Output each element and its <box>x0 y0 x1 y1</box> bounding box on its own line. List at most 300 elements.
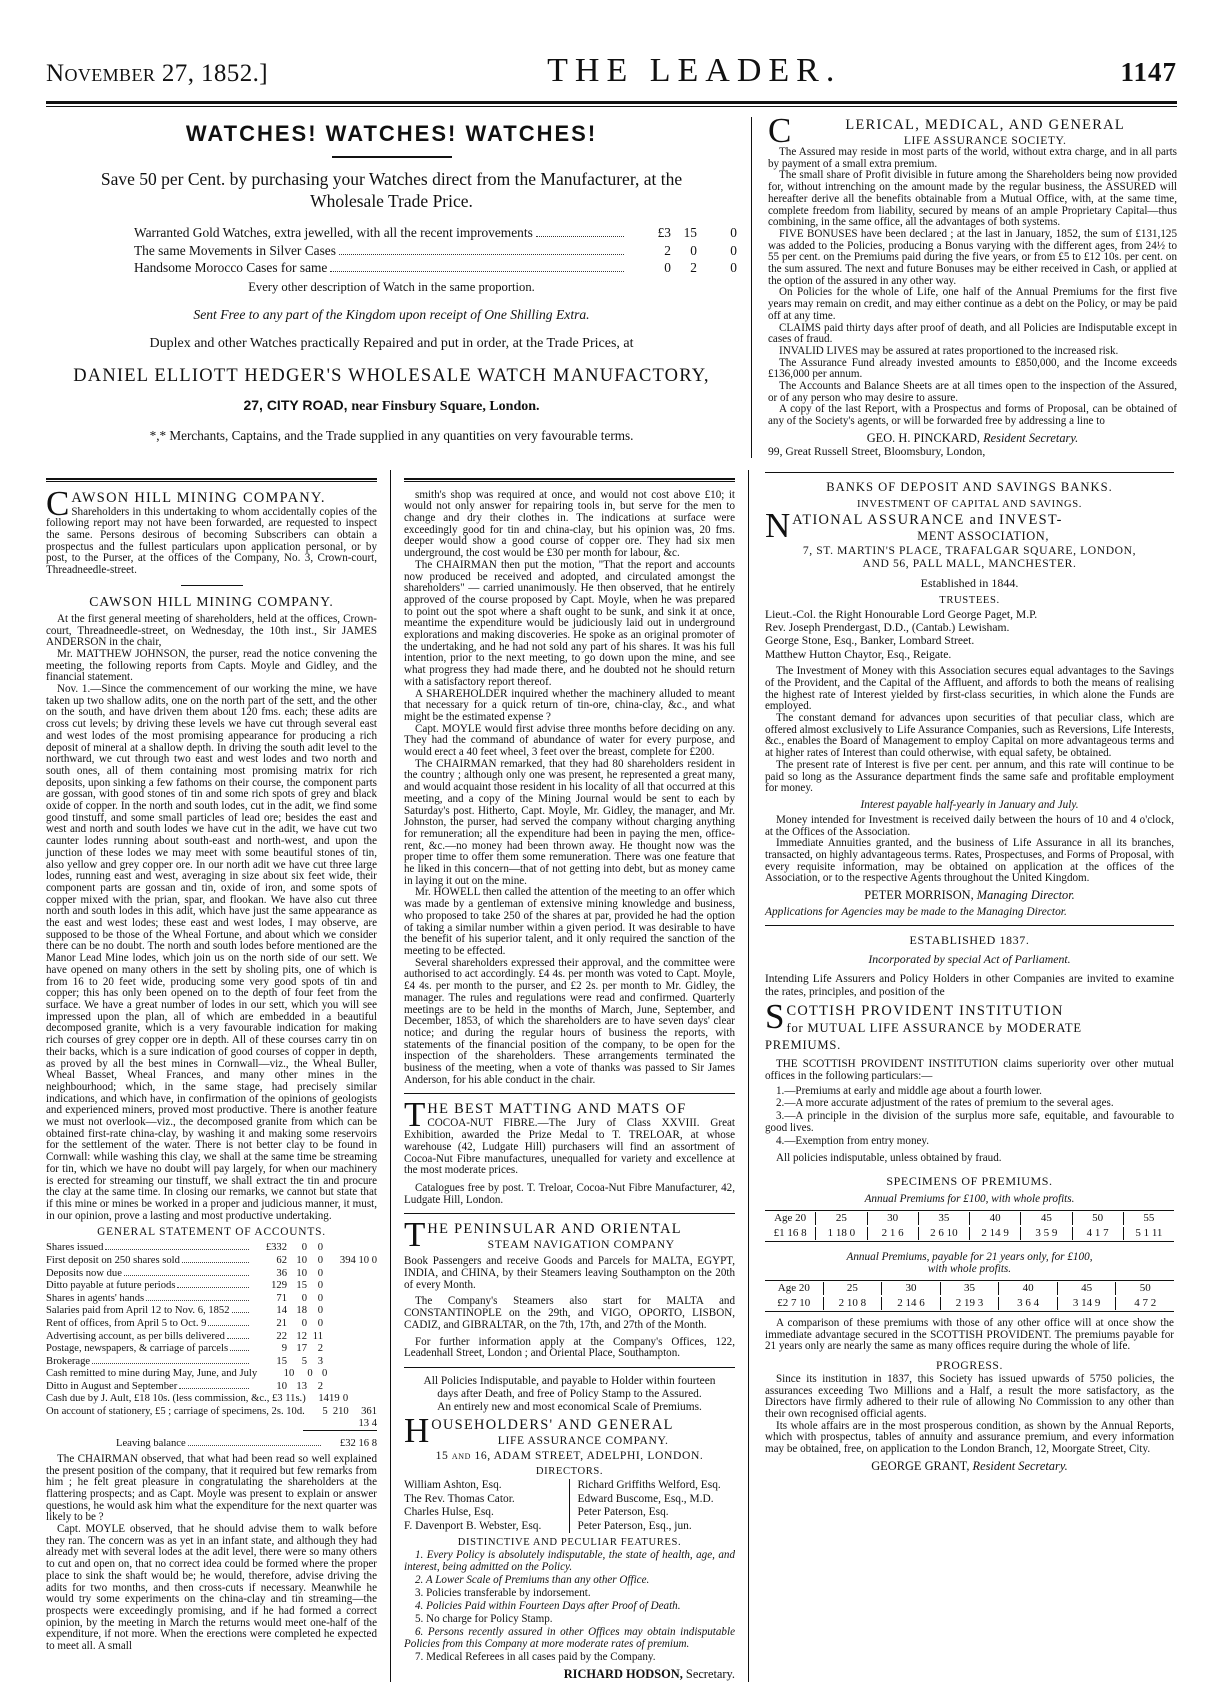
amount-shillings: 0 <box>301 1317 307 1329</box>
directors-column-left <box>404 1479 570 1533</box>
point-item: 3.—A principle in the division of the surplus more safe, equitable, and favourable to good lives. <box>765 1110 1174 1135</box>
director-name: Richard Griffiths Welford, Esq. <box>577 1478 721 1491</box>
scottish-established: ESTABLISHED 1837. <box>909 933 1030 948</box>
amount-pounds: £332 <box>265 1242 287 1254</box>
director-name: Edward Buscome, Esq., M.D. <box>577 1492 714 1505</box>
table-row-rates <box>765 1226 1174 1241</box>
features-label: DISTINCTIVE AND PECULIAR FEATURES. <box>457 1537 682 1549</box>
cawson-report-title: CAWSON HILL MINING COMPANY. <box>89 593 334 609</box>
masthead <box>0 0 1223 92</box>
column-one <box>46 470 391 1682</box>
trustees-label: TRUSTEES. <box>939 594 1000 606</box>
amount-pounds: 62 <box>276 1254 287 1266</box>
scottish-signature <box>765 1459 1174 1474</box>
amount-pence: 0 <box>342 1393 349 1405</box>
account-label: Salaries paid from April 12 to Nov. 6, 1852 <box>46 1305 230 1317</box>
watches-postage-note: Sent Free to any part of the Kingdom upon receipt of One Shilling Extra. <box>193 306 590 322</box>
rate-cell: 5 1 11 <box>1123 1227 1174 1240</box>
scottish-heading-line3: PREMIUMS. <box>765 1038 842 1053</box>
account-label: Brokerage <box>46 1355 91 1367</box>
householders-advert <box>404 1410 735 1450</box>
address-area: near Finsbury Square, London. <box>351 398 540 414</box>
account-label: Ditto payable at future periods <box>46 1280 176 1292</box>
feature-item: 5. No charge for Policy Stamp. <box>415 1612 553 1625</box>
paragraph: Immediate Annuities granted, and the business of Life Assurance in all its branches, transacted, on highly advantageous terms. Rates, Prospectuses, and Forms of Proposal, with every requisite information, may be obtained on application at the offices of the Association, or to the respective Agents throughout the United Kingdom. <box>765 837 1174 885</box>
address-street: 27, CITY ROAD, <box>243 396 348 413</box>
director-name: Peter Paterson, Esq. <box>577 1506 669 1519</box>
age-cell: Age 20 <box>777 1281 810 1294</box>
amount-shillings: 0 <box>307 1368 313 1380</box>
price-desc: Warranted Gold Watches, extra jewelled, with all the recent improvements <box>134 225 533 240</box>
amount-pence: 10 <box>338 1406 349 1418</box>
householders-signature <box>404 1667 735 1682</box>
banner-line: All Policies Indisputable, and payable to Holder within fourteen <box>423 1374 716 1387</box>
point-item: 2.—A more accurate adjustment of the rates of premium to the several ages. <box>776 1097 1114 1110</box>
age-cell: 50 <box>1115 1282 1174 1295</box>
drop-cap: S <box>765 997 785 1037</box>
table-row-ages <box>765 1281 1174 1296</box>
rate-cell: 2 14 6 <box>881 1297 940 1310</box>
balance-row <box>46 1437 377 1450</box>
watches-advert <box>46 117 752 458</box>
amount-pence: 2 <box>317 1380 323 1392</box>
paragraph: Its whole affairs are in the most prosperous condition, as shown by the Annual Reports, which with prospectus, tables of annuity and assurance premium, and every information may be obtained, free, on application to the London Branch, 12, Moorgate Street, City. <box>765 1419 1174 1456</box>
national-address-line2: AND 56, PALL MALL, MANCHESTER. <box>862 556 1077 570</box>
agency-note: Applications for Agencies may be made to the Managing Director. <box>765 906 1067 919</box>
account-label: On account of stationery, £5 ; carriage of specimens, 2s. 10d. <box>46 1406 305 1418</box>
features-list <box>404 1550 735 1663</box>
amount-pounds: 36 <box>276 1267 287 1279</box>
paragraph: The CHAIRMAN observed, that what had been read so well explained the present position of the company, that it required but few remarks from him ; he felt great pleasure in congratulating the shareholders at the flattering prospects; and as Capt. Moyle was present to explain or answer questions, he would ask him what the expenditure for the next quarter was likely to be ? <box>46 1452 377 1524</box>
rate-cell: 3 14 9 <box>1057 1297 1116 1310</box>
rate-cell: 2 19 3 <box>940 1297 999 1310</box>
signature-name: GEO. H. PINCKARD, <box>866 430 980 445</box>
amount-shillings: 13 <box>296 1380 307 1392</box>
table-row-ages <box>765 1211 1174 1226</box>
watches-manufactory-name: DANIEL ELLIOTT HEDGER'S WHOLESALE WATCH MANUFACTORY, <box>73 365 710 386</box>
paragraph: The Jury of Class XXVIII. Great Exhibition, awarded the Prize Medal to T. TRELOAR, at whose warehouse (42, Ludgate Hill) purchasers will find an assortment of Cocoa-Nut Fibre manufactures, unequalled for variety and excellence at the most moderate prices. <box>404 1117 735 1177</box>
scottish-heading-line2: for MUTUAL LIFE ASSURANCE by MODERATE <box>786 1021 1082 1036</box>
amount-shillings: 19 <box>329 1393 340 1405</box>
leader-dots <box>124 1267 249 1276</box>
amount-total: 361 13 4 <box>358 1406 377 1429</box>
directors-column-right <box>570 1479 736 1533</box>
paragraph: At the first general meeting of shareholders, held at the offices, Crown-court, Threadneedle-street, on Wednesday, the 10th inst., Sir JAMES ANDERSON in the chair, <box>46 612 377 649</box>
premium-table-1 <box>765 1210 1174 1242</box>
rate-cell: £1 16 8 <box>773 1226 807 1239</box>
scottish-intro: Intending Life Assurers and Policy Holders in other Companies are invited to examine the rates, principles, and position of the <box>765 973 1174 999</box>
price-desc: Handsome Morocco Cases for same <box>134 260 328 275</box>
age-cell: 35 <box>918 1212 969 1225</box>
table-row <box>46 1241 377 1254</box>
paragraph: The Assurance Fund already invested amounts to £850,000, and the Income exceeds £136,000 per annum. <box>768 356 1177 381</box>
paragraph: smith's shop was required at once, and would not cost above £10; it would not only answer for repairing tools in, but serve for the men to change and dry their clothes in. The indications at surface were exceedingly good for tin and china-clay, but his opinion was, 20 fms. deeper would show a good course of copper ore. They had six men underground, the cost would be £30 per month for labour, &c. <box>404 488 735 560</box>
balance-label: Leaving balance <box>116 1438 186 1450</box>
amount-pounds: 9 <box>281 1343 287 1355</box>
feature-item: 2. A Lower Scale of Premiums than any other Office. <box>415 1574 650 1587</box>
rate-cell: £2 7 10 <box>777 1296 811 1309</box>
paragraph: Shareholders in this undertaking to whom accidentally copies of the following report may not have been forwarded, are requested to inspect the same. Persons desirous of becoming Subscribers can obtain a prospectus and the fullest particulars upon application personal, or by post, to the Purser, at the offices of the Company, No. 3, Crown-court, Threadneedle-street. <box>46 505 377 577</box>
divider <box>46 478 377 482</box>
divider <box>404 1093 735 1094</box>
table-row <box>46 1330 377 1343</box>
paragraph: A copy of the last Report, with a Prospectus and forms of Proposal, can be obtained of any of the Society's agents, or will be forwarded free by addressing a line to <box>768 403 1177 428</box>
trustee-name: George Stone, Esq., Banker, Lombard Street. <box>765 634 975 648</box>
age-cell: 40 <box>969 1212 1020 1225</box>
scottish-incorporated: Incorporated by special Act of Parliament. <box>868 952 1071 967</box>
specimens-label: SPECIMENS OF PREMIUMS. <box>886 1173 1053 1188</box>
amount-pence: 0 <box>317 1305 323 1317</box>
point-item: 4.—Exemption from entry money. <box>776 1135 930 1148</box>
householders-heading: OUSEHOLDERS' AND GENERAL <box>431 1416 674 1433</box>
amount-pounds: 5 <box>322 1406 328 1418</box>
price-pounds: 2 <box>664 242 671 258</box>
paragraph: Mr. HOWELL then called the attention of the meeting to an offer which was made by a gentleman of extensive mining knowledge and business, who proposed to take 250 of the shares at par, provided he had the option of taking a similar number within a given period. It was desirable to have the benefit of his superior talent, and it only required the sanction of the meeting to be effected. <box>404 886 735 957</box>
table-row <box>46 1355 377 1368</box>
watches-address <box>46 397 737 415</box>
cawson-notice <box>46 483 377 577</box>
directors-label: DIRECTORS. <box>535 1465 604 1477</box>
premium-table-2 <box>765 1280 1174 1312</box>
accounts-table <box>46 1241 377 1450</box>
signature-title: Managing Director. <box>976 888 1075 903</box>
signature-name: RICHARD HODSON, <box>563 1666 683 1681</box>
watches-proportion-note: Every other description of Watch in the same proportion. <box>248 279 535 294</box>
price-row <box>46 224 737 242</box>
drop-cap: C <box>768 111 792 150</box>
amount-pence: 0 <box>317 1267 323 1279</box>
amount-pence: 3 <box>317 1355 323 1367</box>
leader-dots <box>188 1437 321 1446</box>
director-name: William Ashton, Esq. <box>404 1478 502 1491</box>
account-label: Rent of offices, from April 5 to Oct. 9 <box>46 1317 207 1329</box>
rate-cell: 1 18 0 <box>815 1227 866 1240</box>
householders-banner <box>404 1375 735 1414</box>
matting-heading: HE BEST MATTING AND MATS OF <box>427 1101 687 1118</box>
signature-name: GEORGE GRANT, <box>871 1458 970 1473</box>
age-cell: 45 <box>1020 1212 1071 1225</box>
amount-shillings: 0 <box>301 1242 307 1254</box>
table-row <box>46 1342 377 1355</box>
table-row <box>46 1317 377 1330</box>
clerical-heading-block <box>768 111 1177 150</box>
table-row <box>46 1392 377 1405</box>
drop-cap: N <box>765 505 791 545</box>
page-number: 1147 <box>1120 57 1177 87</box>
age-cell: 55 <box>1123 1212 1174 1225</box>
leader-dots <box>232 1304 249 1313</box>
paragraph: The present rate of Interest is five per cent. per annum, and this rate will continue to be paid so long as the Assurance department finds the same safe and profitable employment for money. <box>765 758 1174 795</box>
leader-dots <box>339 244 624 255</box>
rate-cell: 3 6 4 <box>998 1297 1057 1310</box>
scottish-comparison: A comparison of these premiums with those of any other office will at once show the immediate advantage secured in the SCOTTISH PROVIDENT. The premiums payable for 21 years only are nearly the same as many offices require during the whole of life. <box>765 1316 1174 1353</box>
signature-name: PETER MORRISON, <box>864 888 974 903</box>
paragraph: The Assured may reside in most parts of the world, without extra charge, and in all parts by payment of a small extra premium. <box>768 146 1177 170</box>
price-row <box>46 259 737 277</box>
paragraph: Several shareholders expressed their approval, and the committee were authorised to act accordingly. £4 4s. per month was voted to Capt. Moyle, £4 4s. per month to the purser, and £2 2s. per month to Mr. Gidley, the manager. The rules and regulations were read and confirmed. Quarterly meetings are to be held in the months of March, June, September, and December, 1853, of which the shareholders are to have seven days' clear notice; and during the regular hours of business the reports, with statements of the financial position of the company, to be open for the inspection of the shareholders. These arrangements terminated the business of the meeting, when a vote of thanks was passed to Sir James Anderson, for his able conduct in the chair. <box>404 956 735 1086</box>
national-address-line1: 7, ST. MARTIN'S PLACE, TRAFALGAR SQUARE, LONDON, <box>802 543 1137 557</box>
paragraph: The Company's Steamers also start for MALTA and CONSTANTINOPLE on the 29th, and VIGO, OPORTO, LISBON, CADIZ, and GIBRALTAR, on the 7th, 17th, and 27th of the Month. <box>404 1295 735 1331</box>
drop-cap: C <box>46 483 70 523</box>
amount-shillings: 12 <box>296 1330 307 1342</box>
amount-pence: 0 <box>317 1292 323 1304</box>
paragraph: Since its institution in 1837, this Society has issued upwards of 5750 policies, the assurances exceeding Two Millions and a Half, a result the more satisfactory, as the Directors have firmly adhered to their rule of allowing No Commission to any other than their own recognised official agents. <box>765 1372 1174 1421</box>
scottish-claim: THE SCOTTISH PROVIDENT INSTITUTION claims superiority over other mutual offices in the following particulars:— <box>765 1058 1174 1082</box>
leader-dots <box>177 1279 249 1288</box>
watches-repair-note: Duplex and other Watches practically Repaired and put in order, at the Trade Prices, at <box>149 335 634 351</box>
householders-address: 15 and 16, ADAM STREET, ADELPHI, LONDON. <box>435 1448 704 1462</box>
clerical-heading: LERICAL, MEDICAL, AND GENERAL <box>845 117 1125 133</box>
table-row <box>46 1267 377 1280</box>
balance-value: £32 16 8 <box>339 1438 377 1450</box>
leader-dots <box>179 1380 249 1389</box>
amount-pounds: 10 <box>276 1380 287 1392</box>
national-heading-line2: MENT ASSOCIATION, <box>917 528 1050 543</box>
divider <box>404 1213 735 1214</box>
leader-dots <box>146 1292 249 1301</box>
banks-subbanner: INVESTMENT OF CAPITAL AND SAVINGS. <box>856 498 1083 510</box>
matting-subheading: COCOA-NUT FIBRE.— <box>427 1117 549 1130</box>
watches-trade-note: *,* Merchants, Captains, and the Trade supplied in any quantities on very favourable terms. <box>149 427 634 443</box>
leader-dots <box>182 1254 249 1263</box>
rate-cell: 2 1 6 <box>867 1227 918 1240</box>
national-assurance-advert <box>765 505 1174 545</box>
account-label: Postage, newspapers, & carriage of parcels <box>46 1343 229 1355</box>
watches-price-list <box>46 224 737 277</box>
signature-title: Resident Secretary. <box>972 1458 1068 1473</box>
directors-list <box>404 1479 735 1533</box>
paragraph: Book Passengers and receive Goods and Parcels for MALTA, EGYPT, INDIA, and CHINA, by their Steamers leaving Southampton on the 20th of every Month. <box>404 1255 735 1291</box>
feature-item: 4. Policies Paid within Fourteen Days after Proof of Death. <box>415 1599 681 1612</box>
matting-body <box>404 1118 735 1177</box>
divider <box>404 478 735 482</box>
national-heading: ATIONAL ASSURANCE and INVEST- <box>792 511 1063 528</box>
amount-pounds: 14 <box>318 1393 329 1405</box>
amount-pounds: 22 <box>276 1330 287 1342</box>
feature-item: 3. Policies transferable by indorsement. <box>415 1587 591 1600</box>
clerical-subheading: LIFE ASSURANCE SOCIETY. <box>903 134 1067 147</box>
account-label: Cash remitted to mine during May, June, and July <box>46 1368 258 1380</box>
paragraph: INVALID LIVES may be assured at rates proportioned to the increased risk. <box>779 344 1119 357</box>
accounts-rule <box>46 1429 377 1431</box>
newspaper-title: THE LEADER. <box>547 52 842 89</box>
amount-pence: 11 <box>312 1330 323 1342</box>
caption-line: with whole profits. <box>927 1262 1012 1275</box>
progress-label: PROGRESS. <box>936 1358 1003 1372</box>
amount-pounds: 10 <box>283 1368 295 1380</box>
leader-dots <box>227 1330 249 1339</box>
age-cell: 45 <box>1057 1282 1116 1295</box>
amount-pence: 2 <box>317 1343 323 1355</box>
director-name: The Rev. Thomas Cator. <box>404 1492 515 1505</box>
price-shillings: 15 <box>683 225 697 240</box>
amount-shillings: 17 <box>296 1343 307 1355</box>
trustees-list <box>765 608 1174 662</box>
paragraph: Nov. 1.—Since the commencement of our working the mine, we have taken up two shallow adits, one on the north part of the sett, and the other on the south, and have driven them about 120 fms. each; these adits are cross cut levels; by driving these levels we have cut through several east and west lodes of the most promising appearance for producing a rich deposit of mineral at a shallow depth. In driving the south adit level to the northward, we cut through two east and west lodes and two north and south ones, all of them containing most promising matrix for rich deposits, upon sinking a few fathoms on their course, the component parts are gossan, with good stones of tin and some rich spots of grey and black oxide of copper. In the north and south lodes, cut in the adit, we find some good tinstuff, and some small particles of lead ore; besides the east and west and north and south lodes we have cut in the adit, we have cut two caunter lodes running about south-east and north-west, and upon the junction of these lodes we may meet with some beautiful stones of tin, also yellow and grey copper ore. In our north adit we have cut three large lodes, running east and west, averaging in size about six feet wide, their component parts are gossan and tin, oxide of iron, and some spots of copper mixed with the prian, spar, and flookan. We have also cut three north and south lodes in this adit, which have just the same appearance as the east and west lodes; these east and west lodes, I may observe, are supposed to be those of the Wheal Fortune, and about which we consider there can be no doubt. The north and south lodes before mentioned are the Manor Lead Mine lodes, which join us on the north side of our sett. We have opened on many others in the sett by sholing pits, one of which is from 16 to 20 feet wide, producing some very good spots of tin and copper; this has only been opened on to the depth of four feet from the surface. We have a great number of lodes in our sett, which you will see impressed upon the plan, all of which are embedded in a beautiful decomposed granite, which is a very favourable indication for making rich courses of grey copper ore in depth. All of these courses carry tin on their backs, which is a sure indication of good courses of copper in depth, as proved by all the best mines in Cornwall—viz., the Wheal Buller, Wheal Basset, Wheal Frances, and many other mines in the neighbourhood; which, in the same stage, had precisely similar indications, and which have, in confirmation of the opinions of geologists and experienced miners, proved most productive. There is another feature we must not overlook—viz., the decomposed granite from which can be obtained first-rate china-clay, by washing it and making some reservoirs for the settlement of the water. There is not better clay to be found in Cornwall: while washing this clay, we shall at the same time be streaming for tin, which we have no doubt will pay largely, for when our machinery is erected for streaming our tinstuff, we shall extract the tin and procure the clay at the same time. In closing our remarks, we cannot but state that if this mine or mines be worked in a proper and judicious manner, it must, in our opinion, prove a lasting and most productive undertaking. <box>46 683 377 1222</box>
table2-caption <box>765 1251 1174 1275</box>
director-name: Peter Paterson, Esq., jun. <box>577 1519 692 1532</box>
feature-item: 1. Every Policy is absolutely indisputable, the state of health, age, and interest, being admitted on the Policy. <box>404 1549 735 1574</box>
feature-item: 7. Medical Referees in all cases paid by the Company. <box>415 1650 656 1663</box>
feature-item: 6. Persons recently assured in other Offices may obtain indisputable Policies from this Company at more moderate rates of premium. <box>404 1625 735 1650</box>
paragraph: The CHAIRMAN remarked, that they had 80 shareholders resident in the country ; although only one was present, he represented a great many, and would acquaint those resident in his locality of all that occurred at this meeting, and a copy of the Mining Journal would be sent to each by Saturday's post. Hitherto, Capt. Moyle, Mr. Gidley, the manager, and Mr. Johnston, the purser, had served the company without charging anything for remuneration; all the expenditure had been in paying the men, office-rent, &c.—no money had been thrown away. He thought now was the proper time to offer them some remuneration. There was one feature that he liked in this concern—that of not getting into debt, but as money came in laying it out on the mine. <box>404 757 735 887</box>
price-desc: The same Movements in Silver Cases <box>134 242 336 258</box>
paragraph: Capt. MOYLE observed, that he should advise them to walk before they ran. The concern was as yet in an infant state, and although they had already met with several lodes at the adit level, there were so many others to cut and open on, that no correct idea could be formed where the proper place to sink the shaft would be; he would, therefore, advise driving the adits for two months, and then cross-cuts if necessary. Meanwhile he would try some experiments on the china-clay and tin streaming—the prospects were exceedingly promising, and if he had formed a correct opinion, by the meeting in March the returns would meet one-half of the expenditure, if not more. When the erections were completed he expected to meet all. A small <box>46 1523 377 1653</box>
trustee-name: Rev. Joseph Prendergast, D.D., (Cantab.) Lewisham. <box>765 620 1010 634</box>
paragraph: The CHAIRMAN then put the motion, "That the report and accounts now produced be received and adopted, and circulated amongst the shareholders" — carried unanimously. He then observed, that he entirely approved of the course proposed by Capt. Moyle, when he was prepared to point out the spot where a shaft ought to be sunk, and sink it at once, meantime the expenditure would be judiciously laid out in underground explorations and making discoveries. He spoke as an original promoter of the undertaking, and he had not sold any part of his shares. It was his full intention, prior to the next meeting, to go down upon the mine, and see what progress they had made there, and he doubted not he should return with a satisfactory report thereof. <box>404 558 735 688</box>
leader-dots <box>230 1342 249 1351</box>
table-row <box>46 1292 377 1305</box>
amount-shillings: 15 <box>296 1280 307 1292</box>
price-pence: 0 <box>730 242 737 258</box>
account-label: Advertising account, as per bills delivered <box>46 1330 225 1342</box>
peninsular-oriental-advert <box>404 1215 735 1255</box>
scottish-provident-advert <box>765 997 1174 1037</box>
director-name: Charles Hulse, Esq. <box>404 1506 494 1519</box>
divider <box>181 585 243 586</box>
amount-pence: 0 <box>317 1242 323 1254</box>
account-label: Ditto in August and September <box>46 1380 178 1392</box>
amount-pounds: 129 <box>271 1280 287 1292</box>
scottish-points <box>765 1086 1174 1149</box>
leader-dots <box>536 226 624 237</box>
trustee-name: Lieut.-Col. the Right Honourable Lord George Paget, M.P. <box>765 607 1038 621</box>
paragraph: CLAIMS paid thirty days after proof of death, and all Policies are Indisputable except in cases of fraud. <box>768 321 1177 346</box>
price-shillings: 2 <box>690 260 697 275</box>
paragraph: Money intended for Investment is received daily between the hours of 10 and 4 o'clock, at the Offices of the Association. <box>765 813 1174 838</box>
price-row <box>46 242 737 260</box>
drop-cap: T <box>404 1215 426 1255</box>
national-signature <box>765 888 1174 903</box>
table-row <box>46 1380 377 1393</box>
accounts-title: GENERAL STATEMENT OF ACCOUNTS. <box>97 1226 326 1239</box>
amount-pounds: 15 <box>276 1355 287 1367</box>
amount-shillings: 5 <box>301 1355 307 1367</box>
amount-total: 394 10 0 <box>339 1254 377 1266</box>
account-label: Shares issued <box>46 1242 104 1254</box>
age-cell: 30 <box>867 1212 918 1225</box>
table-row <box>46 1254 377 1267</box>
clerical-signature <box>768 431 1177 446</box>
age-cell: 25 <box>815 1212 866 1225</box>
signature-title: Secretary. <box>685 1666 735 1681</box>
matting-advert <box>404 1095 735 1177</box>
paragraph: Mr. MATTHEW JOHNSON, the purser, read the notice convening the meeting, the following reports from Capts. Moyle and Gidley, and the financial statement. <box>46 647 377 684</box>
point-item: 1.—Premiums at early and middle age about a fourth lower. <box>776 1084 1042 1097</box>
clerical-address: 99, Great Russell Street, Bloomsbury, London, <box>768 444 986 458</box>
table-row <box>46 1405 377 1429</box>
divider <box>765 472 1174 473</box>
leader-dots <box>208 1317 249 1326</box>
paragraph: On Policies for the whole of Life, one half of the Annual Premiums for the first five years may remain on credit, and may either continue as a debt on the Policy, or may be paid off at any time. <box>768 286 1177 322</box>
amount-pounds: 21 <box>276 1317 287 1329</box>
paragraph: FIVE BONUSES have been declared ; at the last in January, 1852, the sum of £131,125 was added to the Policies, producing a Bonus varying with the different ages, from 24½ to 55 per cent. on the Premiums paid during the five years, or from £5 to £12 10s. per cent. on the sum assured. The next and future Bonuses may be either received in Cash, or applied at the option of the assured in any other way. <box>768 227 1177 287</box>
divider <box>765 925 1174 926</box>
account-label: First deposit on 250 shares sold <box>46 1254 180 1266</box>
clerical-medical-advert <box>752 111 1177 458</box>
paragraph: The Accounts and Balance Sheets are at all times open to the inspection of the Assured, or of any person who may desire to assure. <box>768 380 1177 404</box>
table1-caption: Annual Premiums for £100, with whole profits. <box>864 1192 1075 1205</box>
drop-cap: T <box>404 1095 426 1135</box>
column-three <box>749 470 1174 1682</box>
price-pounds: 0 <box>664 260 671 275</box>
amount-pence: 0 <box>322 1368 328 1380</box>
trustee-name: Matthew Hutton Chaytor, Esq., Reigate. <box>765 647 952 661</box>
age-cell: 35 <box>940 1282 999 1295</box>
matting-footer: Catalogues free by post. T. Treloar, Cocoa-Nut Fibre Manufacturer, 42, Ludgate Hill, London. <box>404 1181 735 1206</box>
price-shillings: 0 <box>690 242 697 258</box>
age-cell: 40 <box>998 1282 1057 1295</box>
column-two <box>391 470 749 1682</box>
banks-banner: BANKS OF DEPOSIT AND SAVINGS BANKS. <box>826 479 1113 494</box>
director-name: F. Davenport B. Webster, Esq. <box>404 1519 542 1532</box>
rate-cell: 4 7 2 <box>1115 1297 1174 1310</box>
account-label: Cash due by J. Ault, £18 10s. (less commission, &c., £3 11s.) <box>46 1393 306 1405</box>
rate-cell: 4 1 7 <box>1072 1227 1123 1240</box>
national-established: Established in 1844. <box>920 575 1019 590</box>
rate-cell: 2 14 9 <box>969 1227 1020 1240</box>
leader-dots <box>105 1241 249 1250</box>
price-pence: 0 <box>730 260 737 275</box>
interest-note: Interest payable half-yearly in January and July. <box>860 798 1079 811</box>
scottish-heading: COTTISH PROVIDENT INSTITUTION <box>786 1003 1064 1020</box>
po-subheading: STEAM NAVIGATION COMPANY <box>487 1238 675 1252</box>
top-advert-zone <box>0 111 1223 458</box>
paragraph: For further information apply at the Company's Offices, 122, Leadenhall Street, London ; and Oriental Place, Southampton. <box>404 1335 735 1360</box>
amount-shillings: 10 <box>296 1267 307 1279</box>
table-rule <box>765 1311 1174 1312</box>
paragraph: A SHAREHOLDER inquired whether the machinery alluded to meant that necessary for a quick return of tin-ore, china-clay, &c., and what might be the estimated expense ? <box>404 687 735 723</box>
householders-subheading: LIFE ASSURANCE COMPANY. <box>497 1433 669 1447</box>
amount-shillings: 10 <box>296 1254 307 1266</box>
table-row <box>46 1279 377 1292</box>
rate-cell: 3 5 9 <box>1020 1227 1071 1240</box>
rate-cell: 2 6 10 <box>918 1227 969 1240</box>
scottish-indisputable: All policies indisputable, unless obtained by fraud. <box>776 1152 1002 1165</box>
watches-heading: WATCHES! WATCHES! WATCHES! <box>185 121 598 146</box>
amount-pounds: 71 <box>276 1292 287 1304</box>
banner-line: days after Death, and free of Policy Stamp to the Assured. <box>437 1387 702 1400</box>
amount-pounds: 14 <box>276 1305 287 1317</box>
leader-dots <box>330 261 624 272</box>
table-row <box>46 1367 377 1380</box>
price-pence: 0 <box>730 225 737 240</box>
po-heading: HE PENINSULAR AND ORIENTAL <box>427 1221 682 1238</box>
watches-save-line: Save 50 per Cent. by purchasing your Watches direct from the Manufacturer, at the Wholesale Trade Price. <box>100 169 683 211</box>
age-cell: 25 <box>823 1282 882 1295</box>
amount-shillings: 18 <box>296 1305 307 1317</box>
age-cell: 30 <box>881 1282 940 1295</box>
amount-shillings: 2 <box>332 1406 339 1418</box>
divider <box>332 156 452 158</box>
masthead-rule <box>46 101 1177 107</box>
issue-date: November 27, 1852.] <box>46 60 268 87</box>
paragraph: The constant demand for advances upon securities of that peculiar class, which are offered almost exclusively to Life Assurance Companies, such as Reversions, Life Interests, &c., enables the Board of Management to employ Capital on more advantageous terms and at higher rates of Interest than could otherwise, with equal safety, be obtained. <box>765 712 1174 760</box>
amount-pence: 0 <box>317 1280 323 1292</box>
table-rule <box>765 1241 1174 1242</box>
paragraph: The Investment of Money with this Association secures equal advantages to the Savings of the Provident, and the Capital of the Affluent, and affords to both the means of realising the highest rate of Interest yielded by first-class securities, in which alone the Funds are employed. <box>765 665 1174 713</box>
caption-line: Annual Premiums, payable for 21 years only, for £100, <box>846 1250 1093 1263</box>
leader-dots <box>92 1355 249 1364</box>
account-label: Shares in agents' hands <box>46 1292 145 1304</box>
age-cell: 50 <box>1072 1212 1123 1225</box>
amount-pence: 0 <box>317 1317 323 1329</box>
signature-title: Resident Secretary. <box>983 430 1079 445</box>
age-cell: Age 20 <box>774 1211 807 1224</box>
cawson-notice-heading: AWSON HILL MINING COMPANY. <box>71 489 326 506</box>
drop-cap: H <box>404 1410 430 1450</box>
paragraph: The small share of Profit divisible in future among the Shareholders being now provided for, without intrenching on the amount made by the regular business, the ASSURED will hereafter derive all the benefits obtainable from a Mutual Office, with, at the same time, complete freedom from liability, secured by means of an ample Proprietary Capital—thus combining, in the same office, all the advantages of both systems. <box>768 169 1177 229</box>
